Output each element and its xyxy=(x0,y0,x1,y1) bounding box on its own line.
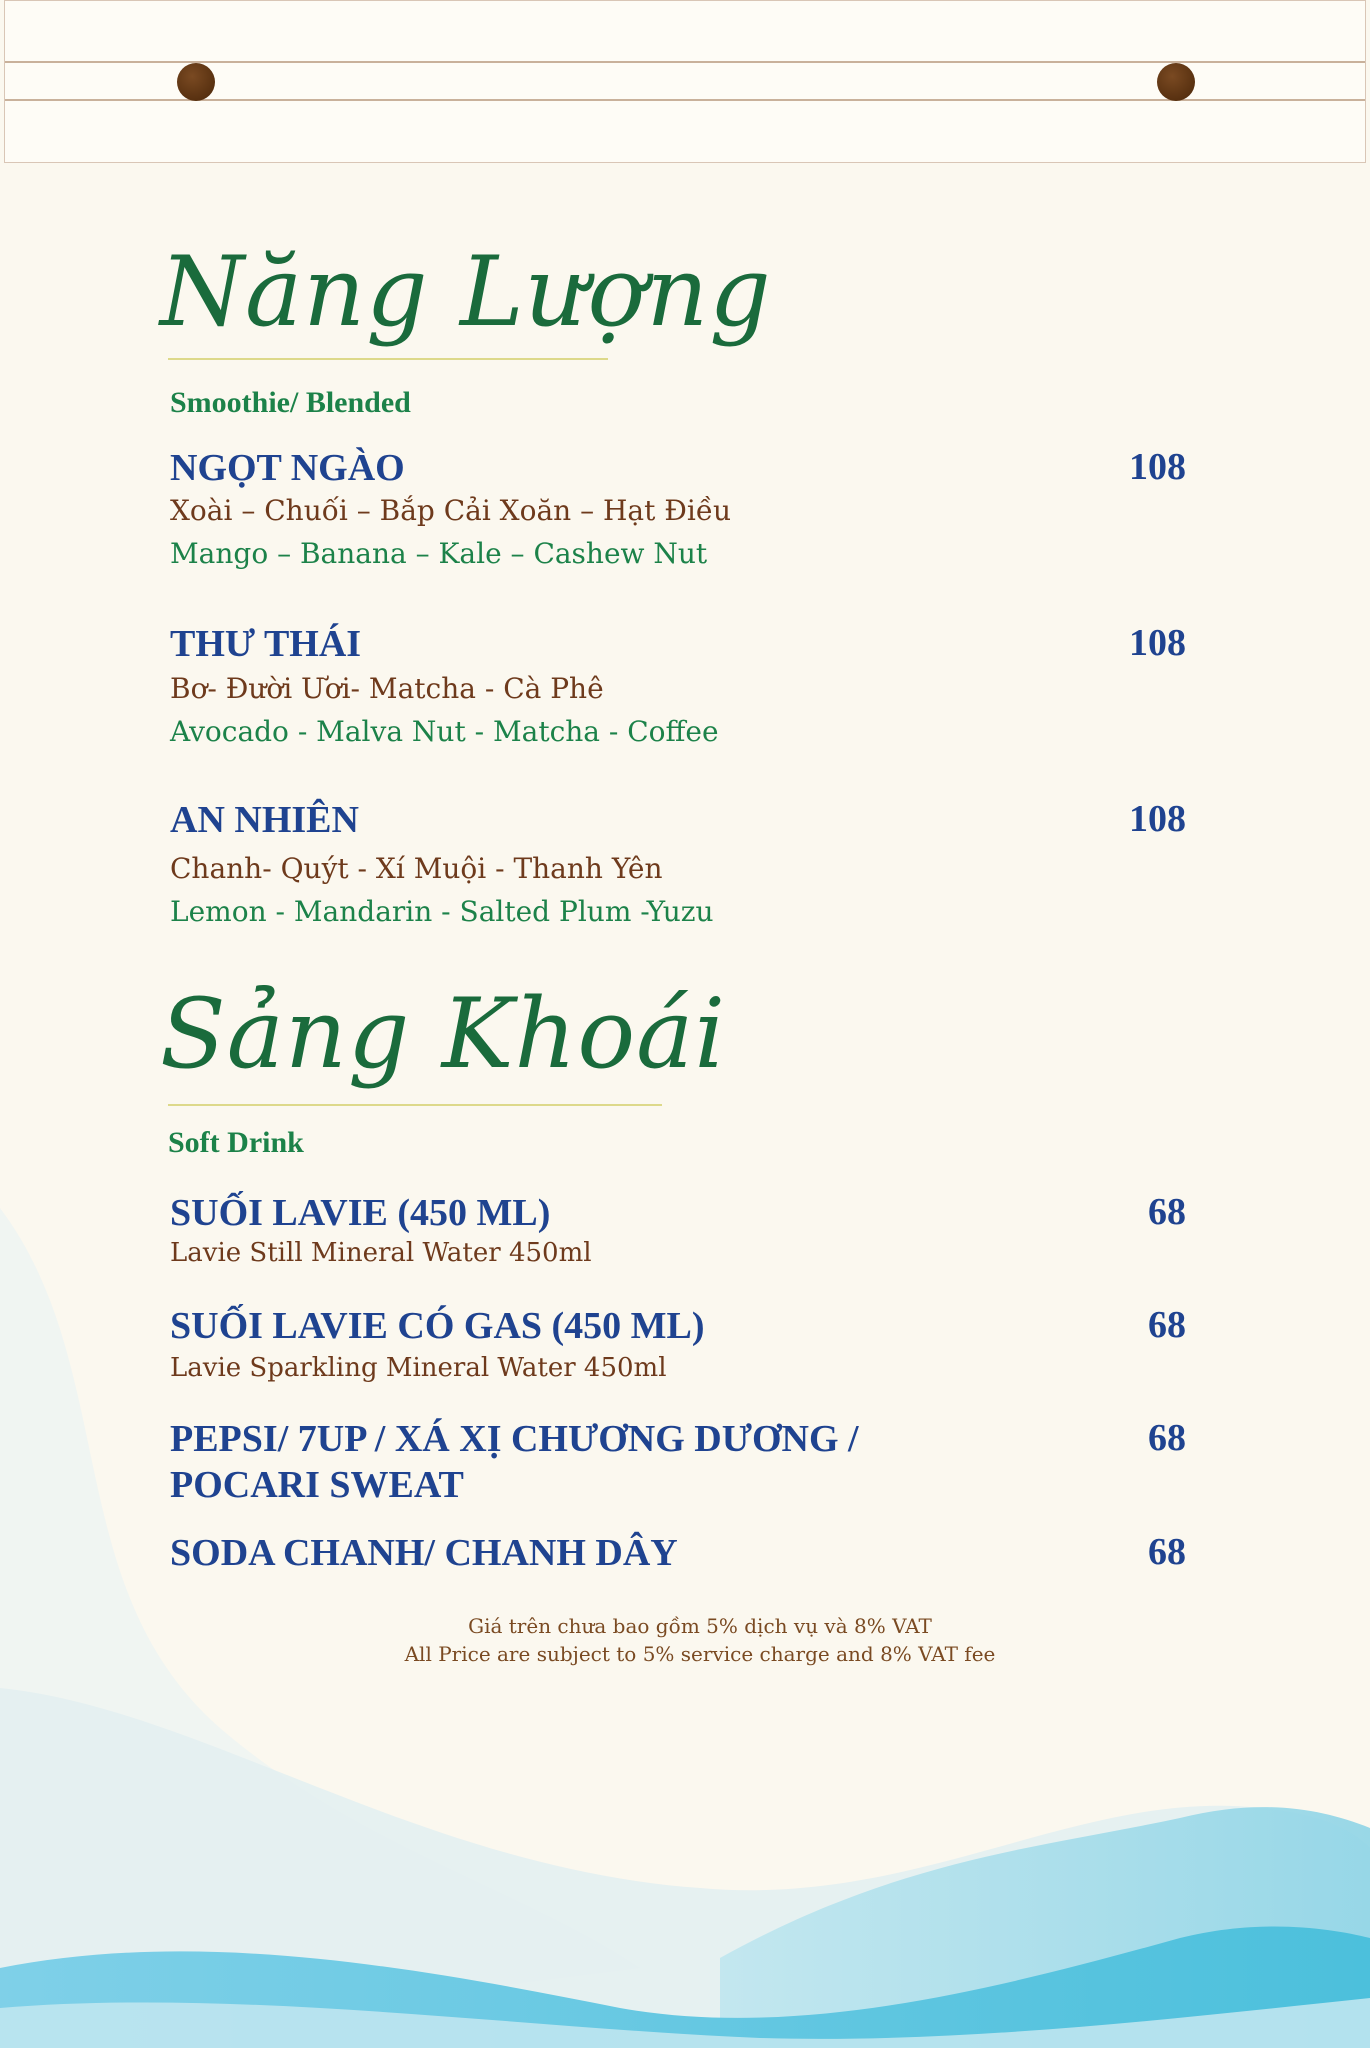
binder-strip xyxy=(4,0,1366,163)
menu-item-price: 108 xyxy=(1129,446,1186,488)
price-note-en: All Price are subject to 5% service charge and 8% VAT fee xyxy=(404,1642,996,1666)
binder-line-bottom xyxy=(5,99,1365,101)
menu-item-name: SODA CHANH/ CHANH DÂY xyxy=(170,1532,678,1574)
menu-item-desc-vn: Chanh- Quýt - Xí Muội - Thanh Yên xyxy=(170,852,663,885)
menu-item-desc-en: Lemon - Mandarin - Salted Plum -Yuzu xyxy=(170,895,714,928)
section-title-nang-luong: Năng Lượng xyxy=(160,236,772,348)
binder-hole-left xyxy=(177,63,215,101)
menu-item-price: 108 xyxy=(1129,622,1186,664)
menu-item-name: NGỌT NGÀO xyxy=(170,447,405,489)
menu-item-name-line2: POCARI SWEAT xyxy=(170,1464,464,1506)
menu-item-price: 68 xyxy=(1148,1304,1186,1346)
price-note-vn: Giá trên chưa bao gồm 5% dịch vụ và 8% VAT xyxy=(468,1614,932,1638)
menu-item-price: 108 xyxy=(1129,798,1186,840)
section-title-sang-khoai: Sảng Khoái xyxy=(160,978,727,1090)
binder-line-top xyxy=(5,61,1365,63)
menu-item-desc-vn: Bơ- Đười Ươi- Matcha - Cà Phê xyxy=(170,672,604,705)
menu-item-price: 68 xyxy=(1148,1531,1186,1573)
menu-item-price: 68 xyxy=(1148,1417,1186,1459)
menu-item-name: AN NHIÊN xyxy=(170,799,359,841)
menu-item-name: SUỐI LAVIE (450 ML) xyxy=(170,1192,551,1234)
menu-item-desc: Lavie Still Mineral Water 450ml xyxy=(170,1238,592,1268)
menu-item-desc-vn: Xoài – Chuối – Bắp Cải Xoăn – Hạt Điều xyxy=(170,494,732,527)
menu-item-desc-en: Mango – Banana – Kale – Cashew Nut xyxy=(170,537,708,570)
menu-item-name: SUỐI LAVIE CÓ GAS (450 ML) xyxy=(170,1305,705,1347)
menu-item-desc: Lavie Sparkling Mineral Water 450ml xyxy=(170,1353,667,1383)
section-subtitle: Smoothie/ Blended xyxy=(170,386,411,419)
menu-item-desc-en: Avocado - Malva Nut - Matcha - Coffee xyxy=(170,715,719,748)
title-underline xyxy=(168,1104,662,1106)
decorative-waves xyxy=(0,1168,1370,2048)
section-subtitle: Soft Drink xyxy=(168,1126,304,1159)
menu-item-name: THƯ THÁI xyxy=(170,623,362,665)
title-underline xyxy=(168,358,608,360)
menu-item-price: 68 xyxy=(1148,1191,1186,1233)
menu-item-name-line1: PEPSI/ 7UP / XÁ XỊ CHƯƠNG DƯƠNG / xyxy=(170,1418,859,1460)
binder-hole-right xyxy=(1157,63,1195,101)
